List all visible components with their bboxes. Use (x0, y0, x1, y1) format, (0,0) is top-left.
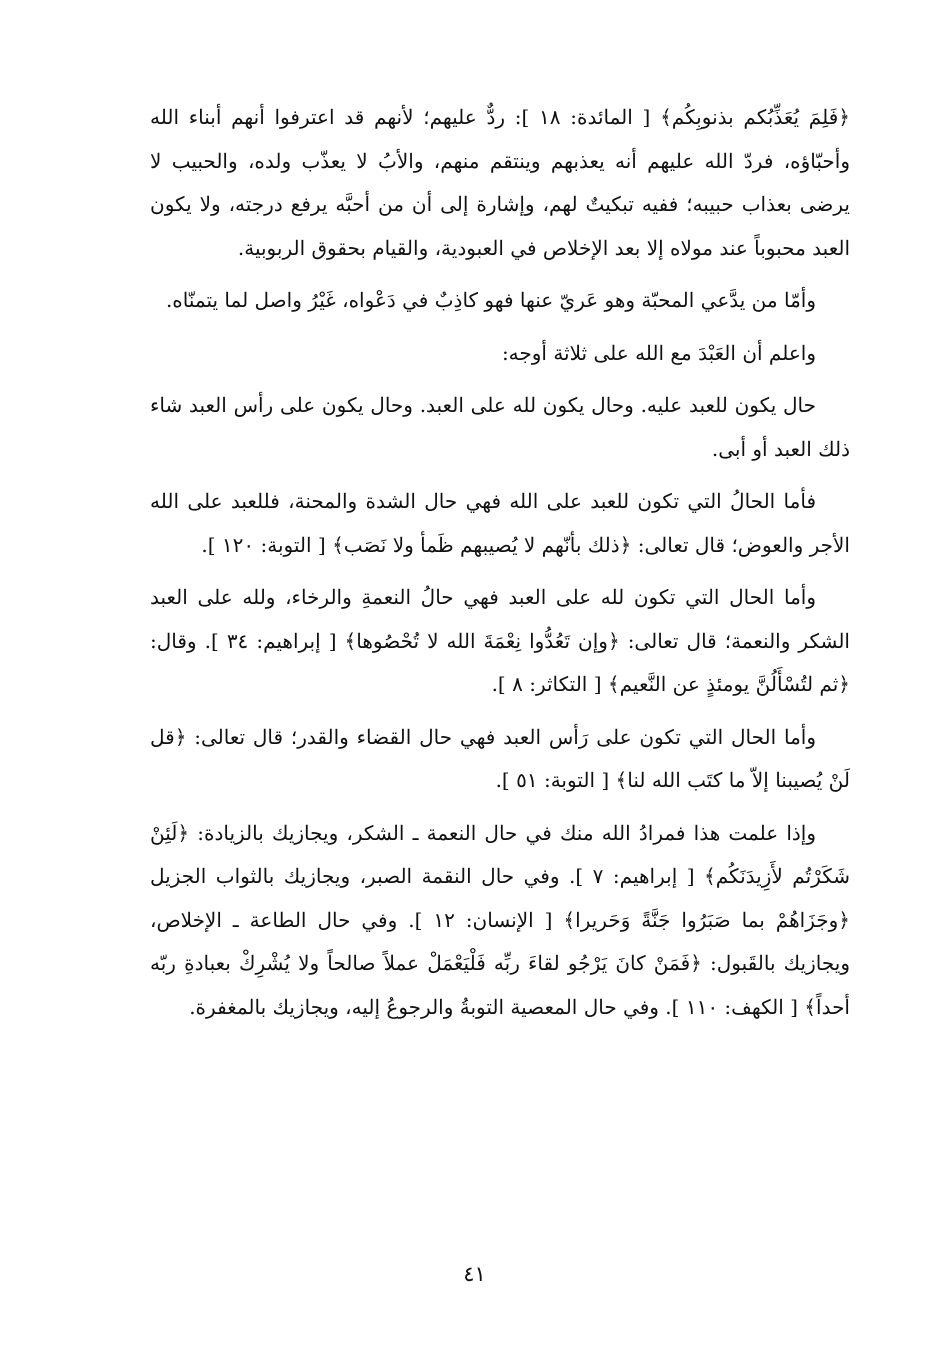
paragraph: فأما الحالُ التي تكون للعبد على الله فهي حال الشدة والمحنة، فللعبد على الله الأجر والعوض؛ قال تعالى: ﴿ذلك بأنّهم لا يُصيبهم ظَمأ ولا نَصَب﴾ [ التوبة: ١٢٠ ]. (150, 489, 850, 557)
paragraph: وأما الحال التي تكون على رَأس العبد فهي حال القضاء والقدر؛ قال تعالى: ﴿قل لَنْ يُصيبنا إلاّ ما كتَب الله لنا﴾ [ التوبة: ٥١ ]. (150, 724, 850, 792)
paragraph: وأمّا من يدَّعي المحبّة وهو عَريّ عنها فهو كاذِبٌ في دَعْواه، غَيْرُ واصل لما يتمنّاه. (165, 288, 816, 312)
paragraph: حال يكون للعبد عليه. وحال يكون لله على العبد. وحال يكون على رأس العبد شاء ذلك العبد أو أبى. (150, 393, 850, 461)
paragraph: ﴿فَلِمَ يُعَذِّبُكم بذنوبِكُم﴾ [ المائدة: ١٨ ]: ردٌّ عليهم؛ لأنهم قد اعترفوا أنهم أبناء الله وأحبّاؤه، فردّ الله عليهم أنه يعذبهم وينتقم منهم، والأبُ لا يعذّب ولده، والحبيب لا يرضى بعذاب حبيبه؛ ففيه تبكيتٌ لهم، وإشارة إلى أن من أحبَّه يرفع درجته، ولا يكون العبد محبوباً عند مولاه إلا بعد الإخلاص في العبودية، والقيام بحقوق الربوبية. (150, 105, 851, 260)
page-number: ٤١ (463, 1262, 486, 1286)
paragraph: وأما الحال التي تكون لله على العبد فهي حالُ النعمةِ والرخاء، ولله على العبد الشكر والنعمة؛ قال تعالى: ﴿وإن تَعُدُّوا نِعْمَةَ الله لا تُحْصُوها﴾ [ إبراهيم: ٣٤ ]. وقال: ﴿ثم لتُسْأَلُنَّ يومئذٍ عن النَّعيم﴾ [ التكاثر: ٨ ]. (150, 585, 850, 696)
paragraph: واعلم أن العَبْدَ مع الله على ثلاثة أوجه: (501, 340, 816, 365)
paragraph: وإذا علمت هذا فمرادُ الله منك في حال النعمة ـ الشكر، ويجازيك بالزيادة: ﴿لَئِنْ شَكَرْتُم لأَزِيدَنَكُم﴾ [ إبراهيم: ٧ ]. وفي حال النقمة الصبر، ويجازيك بالثواب الجزيل ﴿وجَزَاهُمْ بما صَبَرُوا جَنَّةً وَحَريرا﴾ [ الإنسان: ١٢ ]. وفي حال الطاعة ـ الإخلاص، ويجازيك بالقَبول: ﴿فَمَنْ كانَ يَرْجُو لقاءَ ربِّه فَلْيَعْمَلْ عملاً صالحاً ولا يُشْرِكْ بعبادةِ ربّه أحداً﴾ [ الكهف: ١١٠ ]. وفي حال المعصية التوبةُ والرجوعُ إليه، ويجازيك بالمغفرة. (150, 820, 850, 1019)
page-body (150, 96, 850, 1038)
